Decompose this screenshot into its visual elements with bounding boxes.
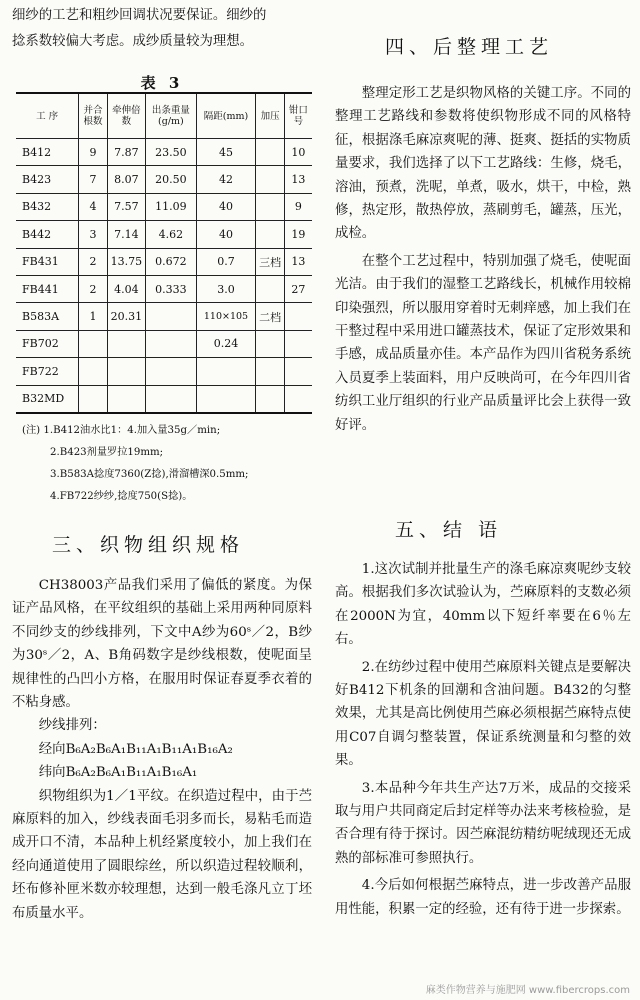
table-row <box>16 166 312 193</box>
table-cell: 0.672 <box>146 248 197 275</box>
section4-heading: 四、后整理工艺 <box>385 36 554 58</box>
left-top-line-2: 捻系数较偏大考虑。成纱质量较为理想。 <box>12 34 254 49</box>
section3-para: 经向B₆A₂B₆A₁B₁₁A₁B₁₁A₁B₁₆A₂ <box>38 741 233 757</box>
table3-header: 牵伸倍数 <box>107 93 145 139</box>
table-cell <box>256 166 285 193</box>
table-cell: 110×105 <box>196 303 256 330</box>
section3-para: 纱线排列： <box>38 718 106 734</box>
table-cell: FB441 <box>16 275 79 302</box>
conclusion-item: 4.今后如何根据苎麻特点，进一步改善产品服用性能，积累一定的经验，还有待于进一步探索。 <box>335 878 631 917</box>
table-cell <box>284 303 312 330</box>
table-cell <box>284 358 312 385</box>
section5-body <box>335 558 631 921</box>
table-cell <box>146 385 197 413</box>
table-cell <box>79 385 108 413</box>
table-cell <box>256 385 285 413</box>
table-cell <box>79 330 108 357</box>
table-cell: FB431 <box>16 248 79 275</box>
section3-para: CH38003产品我们采用了偏低的紧度。为保证产品风格，在平纹组织的基础上采用两种同原料不同纱支的纱线排列，下文中A纱为60ˢ／2，B纱为30ˢ／2，A、B角码数字是纱线根数，使呢面呈规律性的凸凹小方格，在服用时保证春夏季衣着的不粘身感。 <box>12 578 312 711</box>
table-cell <box>256 358 285 385</box>
table-row <box>16 248 312 275</box>
section4-body <box>335 82 631 437</box>
table-cell: 13.75 <box>107 248 145 275</box>
table-cell: 0.333 <box>146 275 197 302</box>
table-cell <box>284 330 312 357</box>
table3-notes <box>22 420 314 508</box>
table-cell: 10 <box>284 139 312 166</box>
table-cell: 7.14 <box>107 221 145 248</box>
conclusion-item: 2.在纺纱过程中使用苎麻原料关键点是要解决好B412下机条的回潮和含油问题。B432的匀整效果，尤其是高比例使用苎麻必须根据苎麻特点使用C07自调匀整装置，保证系统测量和匀整的效果。 <box>335 659 631 769</box>
table-cell: 2 <box>79 275 108 302</box>
table-cell <box>107 358 145 385</box>
section4-para: 在整个工艺过程中，特别加强了烧毛，使呢面光洁。由于我们的湿整工艺路线长，机械作用较棉印染强烈，所以服用穿着时无刺痒感，加上我们在干整过程中采用进口罐蒸技术，保证了定形效果和手感，成品质量亦佳。本产品作为四川省税务系统入员夏季上装面料，用户反映尚可，在今年四川省纺织工业厅组织的行业产品质量评比会上获得一致好评。 <box>335 253 631 433</box>
table-cell: 45 <box>196 139 256 166</box>
table-cell <box>256 221 285 248</box>
table-cell: 9 <box>79 139 108 166</box>
table-cell: 3 <box>79 221 108 248</box>
table3-title: 表 3 <box>140 74 184 92</box>
table3-header: 并合根数 <box>79 93 108 139</box>
table-cell: B432 <box>16 193 79 220</box>
table-cell: 11.09 <box>146 193 197 220</box>
table-cell: 27 <box>284 275 312 302</box>
table3-note: 3.B583A捻度7360(Z捻),滑溜槽深0.5mm; <box>50 469 249 480</box>
table-cell: FB702 <box>16 330 79 357</box>
table-cell: 7.87 <box>107 139 145 166</box>
table-cell: 三档 <box>256 248 285 275</box>
table-cell: B32MD <box>16 385 79 413</box>
table3-note: (注) 1.B412油水比1：4.加入量35g／min; <box>22 425 221 436</box>
table-row <box>16 330 312 357</box>
table-cell: 13 <box>284 248 312 275</box>
table-cell: 3.0 <box>196 275 256 302</box>
table-cell <box>107 330 145 357</box>
table-cell: 9 <box>284 193 312 220</box>
table-row <box>16 193 312 220</box>
table-row <box>16 385 312 413</box>
conclusion-item: 3.本品种今年共生产达7万米，成品的交接采取与用户共同商定后封定样等办法来考核检验，是否合理有待于探讨。因苎麻混纺精纺呢绒现还无成熟的部标准可参照执行。 <box>335 780 631 866</box>
table-cell: 20.31 <box>107 303 145 330</box>
table3 <box>16 92 312 414</box>
table-cell <box>196 358 256 385</box>
table3-header: 钳口号 <box>284 93 312 139</box>
section3-heading: 三、织物组织规格 <box>52 534 245 556</box>
table-cell <box>256 330 285 357</box>
section4-para: 整理定形工艺是织物风格的关键工序。不同的整理工艺路线和参数将使织物形成不同的风格特征，根据涤毛麻凉爽呢的薄、挺爽、挺括的实物质量要求，我们选择了以下工艺路线：生修，烧毛，溶油，预煮，洗呢，单煮，吸水，烘干，中检，熟修，热定形，散热停放，蒸刷剪毛，罐蒸，压光，成检。 <box>335 86 631 242</box>
table-cell: B423 <box>16 166 79 193</box>
table-cell: 7.57 <box>107 193 145 220</box>
table-cell: B412 <box>16 139 79 166</box>
table-cell <box>256 193 285 220</box>
table-cell: 40 <box>196 193 256 220</box>
table3-header: 加压 <box>256 93 285 139</box>
watermark: 麻类作物营养与施肥网 www.fibercrops.com <box>425 985 630 996</box>
table-cell <box>256 275 285 302</box>
section3-para: 织物组织为1／1平纹。在织造过程中，由于苎麻原料的加入，纱线表面毛羽多而长，易粘毛而造成开口不清，本品种上机经紧度较小，加上我们在经向通道使用了圆眼综丝，所以织造过程较顺利，坯布修补匣米数亦较理想，达到一般毛涤凡立丁坯布质量水平。 <box>12 788 312 921</box>
table-row <box>16 221 312 248</box>
section3-body <box>12 574 312 925</box>
table3-note: 4.FB722纱纱,捻度750(S捻)。 <box>50 491 193 502</box>
table-cell: 19 <box>284 221 312 248</box>
table-cell: 0.7 <box>196 248 256 275</box>
section5-heading: 五、结 语 <box>395 519 503 541</box>
table-cell <box>284 385 312 413</box>
table-cell: FB722 <box>16 358 79 385</box>
table-row <box>16 275 312 302</box>
section3-para: 纬向B₆A₂B₆A₁B₁₁A₁B₁₆A₁ <box>38 765 198 781</box>
table-cell: 2 <box>79 248 108 275</box>
table-cell: 二档 <box>256 303 285 330</box>
table3-header: 出条重量(g/m) <box>146 93 197 139</box>
table-cell <box>256 139 285 166</box>
table-cell: 4.04 <box>107 275 145 302</box>
table3-note: 2.B423剂量罗拉19mm; <box>50 447 164 458</box>
table-cell: 8.07 <box>107 166 145 193</box>
table3-header-row <box>16 93 312 139</box>
table-cell: 7 <box>79 166 108 193</box>
table-cell: 4 <box>79 193 108 220</box>
table-cell <box>196 385 256 413</box>
table-cell: 4.62 <box>146 221 197 248</box>
table-cell <box>146 330 197 357</box>
table-row <box>16 358 312 385</box>
table-cell: 20.50 <box>146 166 197 193</box>
table-row <box>16 303 312 330</box>
table-cell: B442 <box>16 221 79 248</box>
table-cell: B583A <box>16 303 79 330</box>
table-cell: 42 <box>196 166 256 193</box>
table-cell: 13 <box>284 166 312 193</box>
table-cell: 0.24 <box>196 330 256 357</box>
left-top-line-1: 细纱的工艺和粗纱回调状况要保证。细纱的 <box>12 8 267 23</box>
table-cell <box>107 385 145 413</box>
table3-header: 隔距(mm) <box>196 93 256 139</box>
table-cell <box>146 358 197 385</box>
table-cell <box>79 358 108 385</box>
table-cell <box>146 303 197 330</box>
conclusion-item: 1.这次试制并批量生产的涤毛麻凉爽呢纱支较高。根据我们多次试验认为，苎麻原料的支数必须在2000N为宜，40mm以下短纤率要在6％左右。 <box>335 562 631 648</box>
table-cell: 40 <box>196 221 256 248</box>
table3-header: 工 序 <box>16 93 79 139</box>
table-cell: 23.50 <box>146 139 197 166</box>
table-row <box>16 139 312 166</box>
table-cell: 1 <box>79 303 108 330</box>
